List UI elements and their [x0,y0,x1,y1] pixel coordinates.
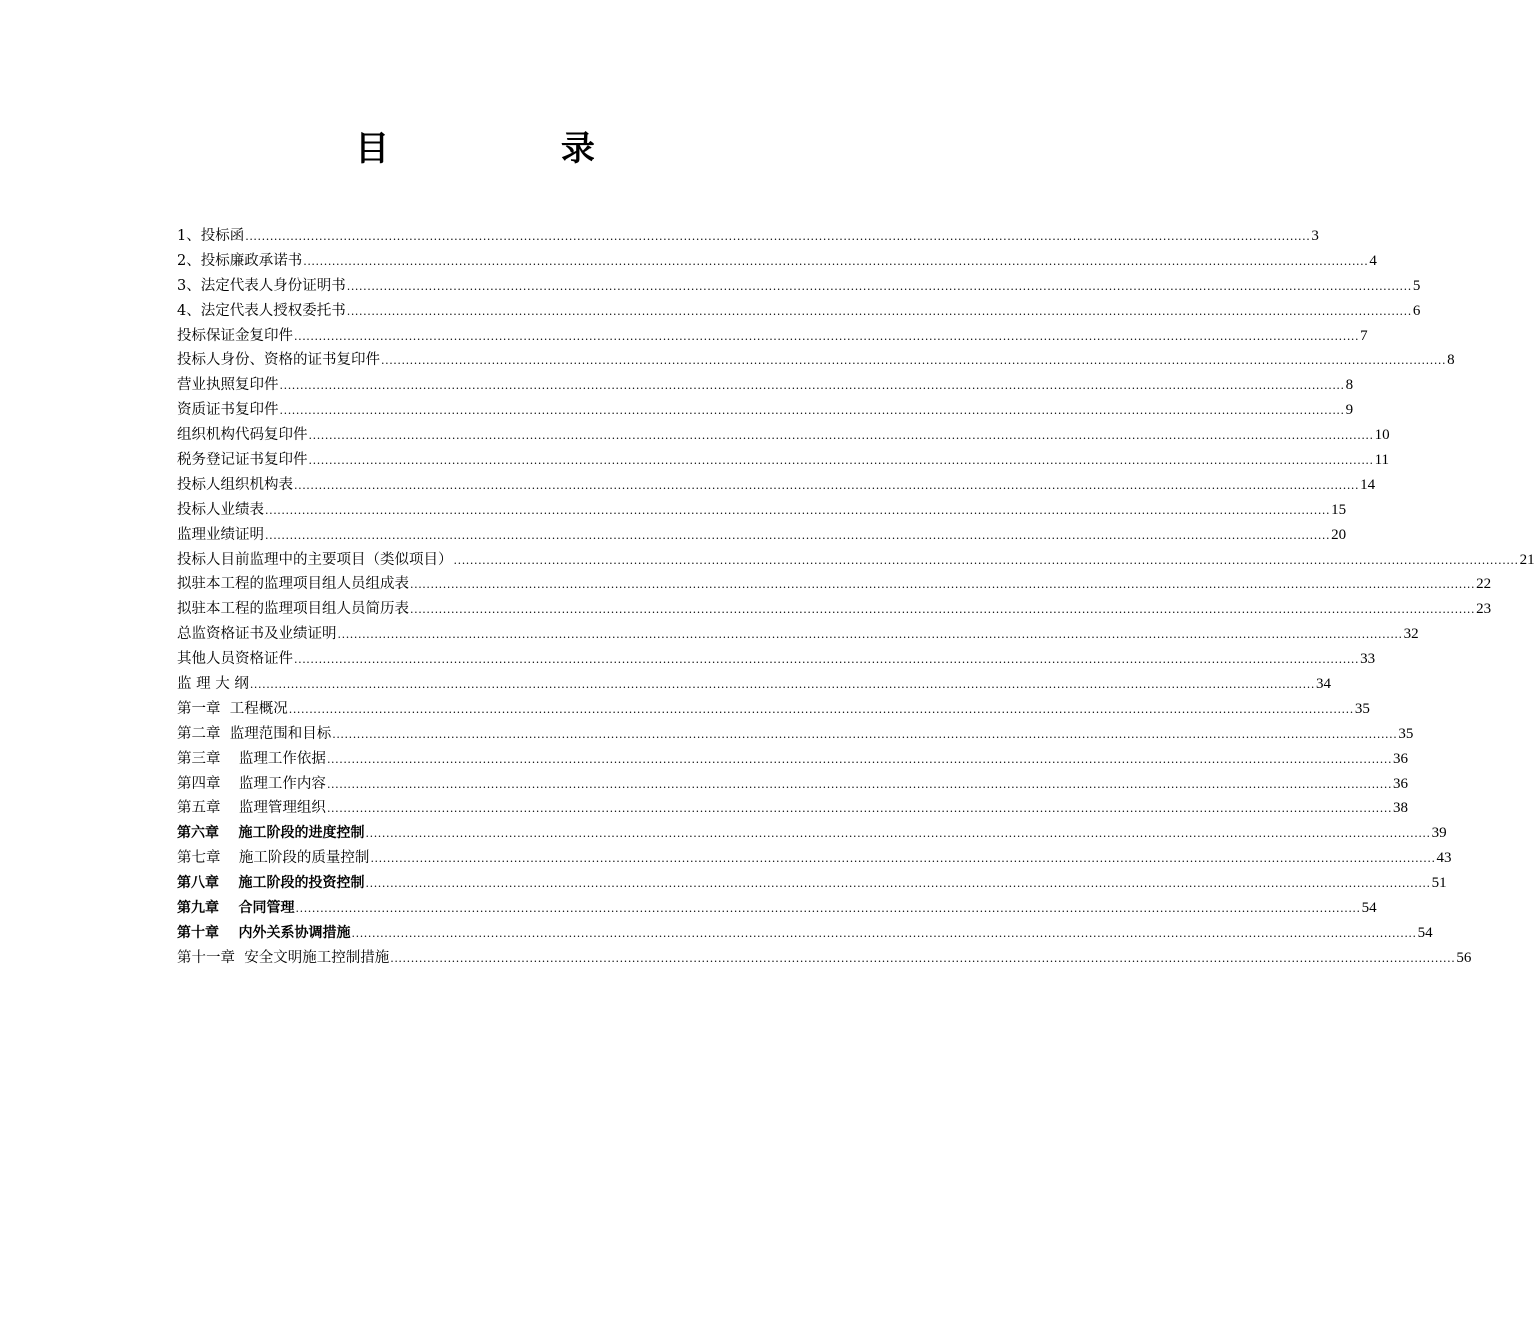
toc-entry[interactable] [177,647,1376,672]
toc-entry-label: 投标人组织机构表 [177,476,293,493]
toc-entry-page-number: 10 [1374,427,1390,444]
toc-entry-label: 监理业绩证明 [177,526,264,543]
toc-leader-dots: .................................................................................................................................................................................................................................................................... [332,727,1398,741]
toc-leader-dots: .................................................................................................................................................................................................................................................................... [351,926,1417,940]
toc-entry[interactable] [177,348,1455,373]
toc-entry-page-number: 11 [1374,452,1390,469]
toc-entry-page-number: 23 [1476,601,1492,618]
toc-entry-label: 3、法定代表人身份证明书 [177,277,346,294]
toc-leader-dots: .................................................................................................................................................................................................................................................................... [279,379,1345,393]
toc-entry-label: 第十章 内外关系协调措施 [177,924,351,941]
toc-leader-dots: .................................................................................................................................................................................................................................................................... [326,752,1393,766]
toc-leader-dots: .................................................................................................................................................................................................................................................................... [346,279,1412,293]
toc-entry-page-number: 22 [1476,576,1492,593]
toc-entry-page-number: 43 [1436,850,1452,867]
toc-leader-dots: .................................................................................................................................................................................................................................................................... [294,329,1360,343]
toc-entry-label: 第五章 监理管理组织 [177,800,326,817]
toc-entry-page-number: 54 [1361,900,1377,917]
toc-entry-label: 第二章 监理范围和目标 [177,725,332,742]
toc-entry-page-number: 32 [1403,626,1419,643]
toc-entry-label: 投标人身份、资格的证书复印件 [177,352,380,369]
toc-leader-dots: .................................................................................................................................................................................................................................................................... [265,528,1331,542]
toc-entry[interactable] [177,224,1319,249]
toc-entry-page-number: 56 [1456,949,1472,966]
toc-entry[interactable] [177,423,1390,448]
toc-entry-label: 第一章 工程概况 [177,700,288,717]
toc-entry-page-number: 35 [1354,700,1370,717]
toc-entry[interactable] [177,896,1377,921]
toc-entry-label: 1、投标函 [177,228,245,244]
toc-entry[interactable] [177,697,1370,722]
toc-entry-page-number: 20 [1331,526,1347,543]
toc-entry-label: 第四章 监理工作内容 [177,775,326,792]
toc-entry-label: 投标人业绩表 [177,501,264,518]
toc-entry[interactable] [177,274,1421,299]
toc-entry-page-number: 34 [1315,676,1331,693]
toc-entry[interactable] [177,548,1535,573]
toc-entry-label: 第八章 施工阶段的投资控制 [177,875,365,892]
toc-entry[interactable] [177,747,1409,772]
toc-leader-dots: .................................................................................................................................................................................................................................................................... [308,429,1374,443]
toc-leader-dots: .................................................................................................................................................................................................................................................................... [265,503,1331,517]
toc-leader-dots: .................................................................................................................................................................................................................................................................... [249,678,1315,692]
toc-entry-label: 其他人员资格证件 [177,651,293,668]
toc-leader-dots: .................................................................................................................................................................................................................................................................... [346,304,1412,318]
toc-entry-label: 4、法定代表人授权委托书 [177,302,346,319]
toc-entry-label: 第九章 合同管理 [177,900,295,917]
toc-leader-dots: .................................................................................................................................................................................................................................................................... [295,902,1361,916]
toc-entry-label: 总监资格证书及业绩证明 [177,626,337,643]
toc-entry-page-number: 4 [1369,252,1377,269]
toc-entry-page-number: 5 [1412,277,1421,294]
toc-entry[interactable] [177,722,1414,747]
toc-entry-page-number: 7 [1360,327,1368,344]
toc-entry-label: 第七章 施工阶段的质量控制 [177,850,370,867]
toc-entry-page-number: 36 [1393,775,1409,792]
toc-entry[interactable] [177,846,1452,871]
toc-leader-dots: .................................................................................................................................................................................................................................................................... [288,702,1354,716]
toc-entry-page-number: 36 [1393,750,1409,767]
toc-entry[interactable] [177,523,1347,548]
toc-leader-dots: .................................................................................................................................................................................................................................................................... [365,877,1431,891]
toc-entry-page-number: 8 [1447,352,1455,369]
toc-leader-dots: .................................................................................................................................................................................................................................................................... [453,553,1519,567]
toc-entry-page-number: 35 [1398,725,1414,742]
toc-entry-page-number: 8 [1345,377,1354,394]
toc-leader-dots: .................................................................................................................................................................................................................................................................... [294,478,1360,492]
toc-entry-label: 资质证书复印件 [177,402,279,419]
toc-entry[interactable] [177,796,1409,821]
toc-entry-label: 投标保证金复印件 [177,327,293,344]
toc-leader-dots: .................................................................................................................................................................................................................................................................... [303,254,1369,268]
toc-entry[interactable] [177,572,1492,597]
table-of-contents [177,224,1535,971]
toc-entry[interactable] [177,299,1421,324]
toc-leader-dots: .................................................................................................................................................................................................................................................................... [326,777,1393,791]
toc-leader-dots: .................................................................................................................................................................................................................................................................... [410,603,1476,617]
toc-entry[interactable] [177,672,1331,697]
toc-entry[interactable] [177,373,1354,398]
toc-leader-dots: .................................................................................................................................................................................................................................................................... [370,852,1436,866]
toc-entry[interactable] [177,946,1472,971]
toc-entry[interactable] [177,249,1377,274]
toc-leader-dots: .................................................................................................................................................................................................................................................................... [326,802,1393,816]
toc-entry-page-number: 39 [1431,825,1447,842]
toc-entry-label: 拟驻本工程的监理项目组人员简历表 [177,601,409,618]
toc-entry-page-number: 33 [1360,651,1376,668]
toc-entry[interactable] [177,597,1492,622]
page-title: 目 录 [355,129,675,169]
toc-entry[interactable] [177,772,1409,797]
toc-leader-dots: .................................................................................................................................................................................................................................................................... [279,404,1345,418]
toc-entry-label: 税务登记证书复印件 [177,452,308,469]
toc-entry-page-number: 38 [1393,800,1409,817]
toc-entry-label: 第六章 施工阶段的进度控制 [177,825,365,842]
toc-entry-label: 组织机构代码复印件 [177,427,308,444]
toc-leader-dots: .................................................................................................................................................................................................................................................................... [365,827,1431,841]
toc-leader-dots: .................................................................................................................................................................................................................................................................... [410,578,1476,592]
toc-entry-page-number: 21 [1519,551,1535,568]
toc-entry-label: 监 理 大 纲 [177,676,249,693]
toc-leader-dots: .................................................................................................................................................................................................................................................................... [308,454,1374,468]
toc-entry[interactable] [177,821,1447,846]
toc-entry-label: 营业执照复印件 [177,377,279,394]
toc-entry[interactable] [177,871,1447,896]
toc-entry[interactable] [177,473,1376,498]
toc-entry[interactable] [177,448,1390,473]
toc-entry[interactable] [177,498,1347,523]
toc-entry-label: 第三章 监理工作依据 [177,750,326,767]
toc-leader-dots: .................................................................................................................................................................................................................................................................... [337,628,1403,642]
toc-entry[interactable] [177,398,1354,423]
toc-entry-label: 拟驻本工程的监理项目组人员组成表 [177,576,409,593]
toc-leader-dots: .................................................................................................................................................................................................................................................................... [245,230,1311,243]
toc-entry-label: 投标人目前监理中的主要项目（类似项目） [177,551,453,568]
toc-entry-page-number: 14 [1360,476,1376,493]
toc-entry-page-number: 54 [1417,924,1433,941]
toc-entry-page-number: 9 [1345,402,1354,419]
toc-leader-dots: .................................................................................................................................................................................................................................................................... [381,354,1447,368]
toc-entry-page-number: 51 [1431,875,1447,892]
toc-leader-dots: .................................................................................................................................................................................................................................................................... [294,653,1360,667]
toc-entry[interactable] [177,622,1419,647]
toc-entry-page-number: 3 [1311,228,1319,244]
toc-entry-page-number: 6 [1412,302,1421,319]
toc-entry-label: 2、投标廉政承诺书 [177,252,303,269]
toc-entry[interactable] [177,921,1433,946]
toc-entry-page-number: 15 [1331,501,1347,518]
toc-entry-label: 第十一章 安全文明施工控制措施 [177,949,390,966]
toc-leader-dots: .................................................................................................................................................................................................................................................................... [390,951,1456,965]
toc-entry[interactable] [177,324,1368,349]
